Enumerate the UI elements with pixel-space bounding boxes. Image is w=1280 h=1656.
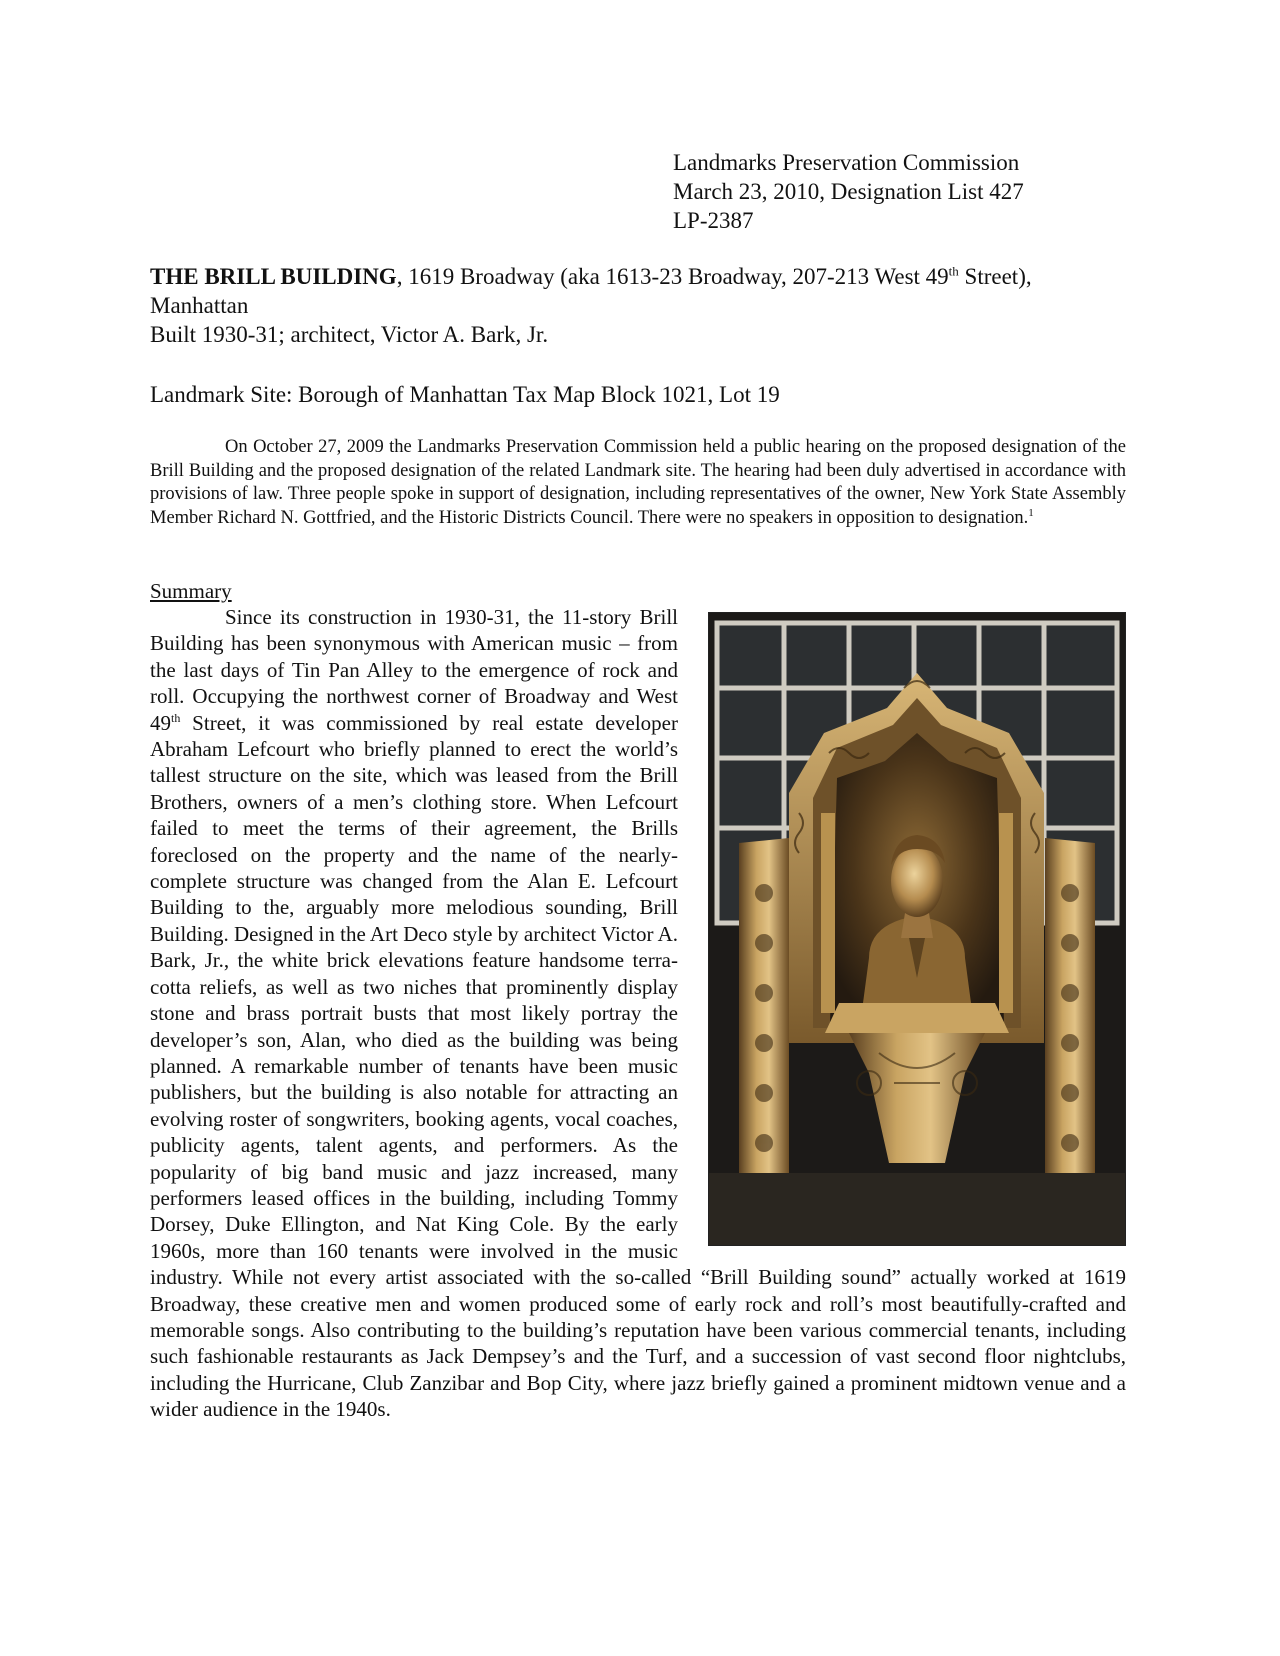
summary-ordinal-suffix: th	[171, 710, 181, 725]
bust-pedestal-top	[825, 1003, 1009, 1033]
footnote-marker: 1	[1028, 506, 1034, 519]
bust-niche-photo	[708, 612, 1126, 1246]
photo-base-shadow	[709, 1173, 1125, 1245]
lp-number: LP-2387	[673, 208, 754, 233]
commission-name: Landmarks Preservation Commission	[673, 150, 1020, 175]
niche-right-column	[999, 813, 1013, 1013]
landmark-site-line: Landmark Site: Borough of Manhattan Tax Map Block 1021, Lot 19	[150, 382, 780, 407]
summary-text-rest: Street, it was commissioned by real estate developer Abraham Lefcourt who briefly planned to erect the world’s tallest structure on the site, which was leased from the Brill Brothers, owners of a men’s clothing store. When Lefcourt failed to meet the terms of their agreement, the Brills foreclosed on the property and the name of the nearly-complete structure was changed from the Alan E. Lefcourt Building to the, arguably more melodious sounding, Brill Building. Designed in the Art Deco style by architect Victor A. Bark, Jr., the white brick elevations feature handsome terra-cotta reliefs, as well as two niches that prominently display stone and brass portrait busts that most likely portray the developer’s son, Alan, who died as the building was being planned. A remarkable number of tenants have been music publishers, but the building is also notable for attracting an evolving roster of songwriters, booking agents, vocal coaches, publicity agents, talent agents, and performers. As the popularity of big band music and jazz increased, many performers leased offices in the building, including Tommy Dorsey, Duke Ellington, and Nat King Cole. By the early 1960s, more than 160 tenants were involved in the music industry. While not every artist associated with the so-called “Brill Building sound” actually worked at 1619 Broadway, these creative men and women produced some of early rock and roll’s most beautifully-crafted and memorable songs. Also contributing to the building’s reputation have been various commercial tenants, including such fashionable restaurants as Jack Dempsey’s and the Turf, and a succession of vast second floor nightclubs, including the Hurricane, Club Zanzibar and Bop City, where jazz briefly gained a prominent midtown venue and a wider audience in the 1940s.	[150, 710, 1126, 1422]
commission-header	[673, 148, 1024, 235]
designation-date-list: March 23, 2010, Designation List 427	[673, 179, 1024, 204]
bust-head	[891, 845, 943, 917]
building-address: , 1619 Broadway (aka 1613-23 Broadway, 207-213 West 49	[396, 264, 949, 289]
building-name: THE BRILL BUILDING	[150, 264, 397, 289]
building-construction-info: Built 1930-31; architect, Victor A. Bark, Jr.	[150, 322, 549, 347]
summary-text-start: Since its construction in 1930-31, the 11-story Brill Building has been synonymous with American music – from the last days of Tin Pan Alley to the emergence of rock and roll. Occupying the northwest corner of Broadway and West 49	[150, 605, 678, 735]
building-title-block	[150, 262, 1126, 349]
building-title-line	[150, 262, 1126, 291]
building-address-end: Street),	[958, 264, 1032, 289]
niche-left-column	[821, 813, 835, 1013]
building-borough: Manhattan	[150, 293, 249, 318]
summary-heading: Summary	[150, 579, 232, 603]
address-ordinal-suffix: th	[948, 263, 959, 279]
summary-section	[150, 578, 1126, 1423]
bust-niche-illustration	[709, 613, 1125, 1245]
hearing-text: On October 27, 2009 the Landmarks Preservation Commission held a public hearing on the proposed designation of the Brill Building and the proposed designation of the related Landmark site. The hearing had been duly advertised in accordance with provisions of law. Three people spoke in support of designation, including representatives of the owner, New York State Assembly Member Richard N. Gottfried, and the Historic Districts Council. There were no speakers in opposition to designation.	[150, 437, 1126, 528]
hearing-paragraph	[150, 436, 1126, 530]
